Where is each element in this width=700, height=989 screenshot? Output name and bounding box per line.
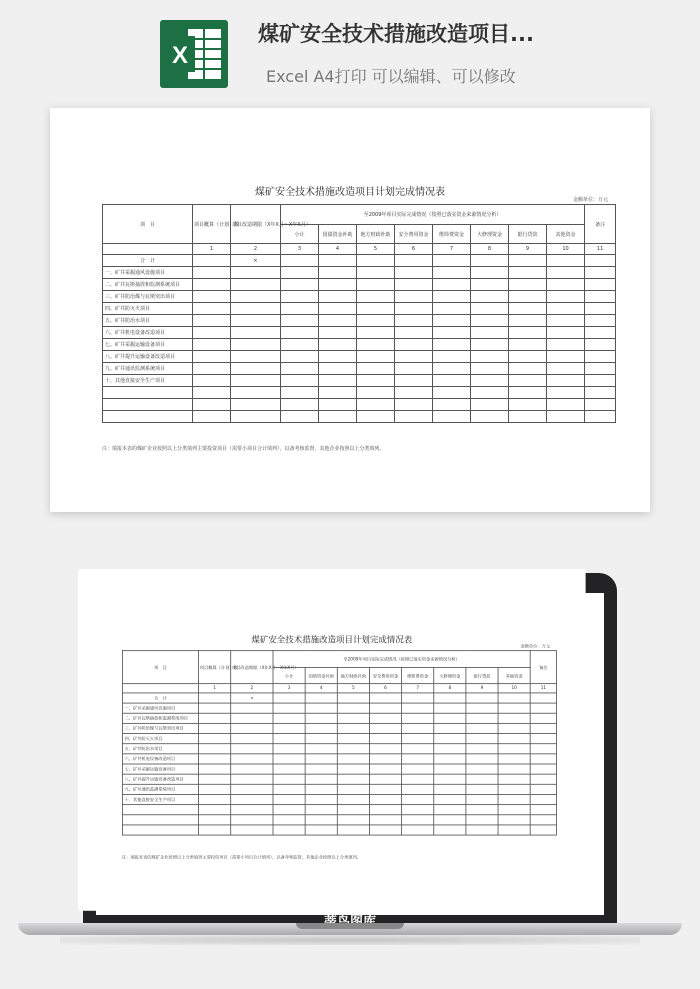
number-cell: 6: [395, 244, 433, 255]
table-row: [103, 291, 616, 303]
plan-table: [122, 650, 557, 835]
number-cell: [122, 684, 198, 693]
number-cell: 9: [466, 684, 498, 693]
number-cell: 4: [305, 684, 337, 693]
header-planned: 项目概算（计划）数: [199, 651, 231, 684]
header-sub: 大修理资金: [471, 225, 509, 244]
number-cell: 4: [319, 244, 357, 255]
header-completion: 至2009年项目实际完成情况（按照已落实资金来源情况分析）: [281, 205, 585, 225]
row-label: 七、矿井采掘运输设备项目: [122, 764, 198, 774]
number-cell: 10: [547, 244, 585, 255]
total-row: [122, 693, 556, 703]
sheet-title: 煤矿安全技术措施改造项目计划完成情况表: [255, 187, 445, 198]
row-label: 四、矿井防灭火项目: [103, 303, 193, 315]
header-item: 项 目: [122, 651, 198, 684]
number-cell: 11: [585, 244, 616, 255]
row-label: 四、矿井防灭火项目: [122, 734, 198, 744]
row-label: 二、矿井瓦斯抽放和监测系统项目: [122, 713, 198, 723]
row-label: 八、矿井提升运输设备改造项目: [103, 351, 193, 363]
header-sub: 小计: [273, 668, 305, 684]
table-cell: [471, 255, 509, 267]
total-mark: ×: [231, 255, 281, 267]
row-label: 六、矿井机电设备改造项目: [103, 327, 193, 339]
table-row: [103, 315, 616, 327]
number-cell: 3: [273, 684, 305, 693]
table-row: [103, 351, 616, 363]
number-cell: 7: [402, 684, 434, 693]
row-label: 一、矿井采掘通风设施项目: [122, 703, 198, 713]
row-label: 六、矿井机电设备改造项目: [122, 754, 198, 764]
number-cell: 8: [434, 684, 466, 693]
number-cell: 1: [193, 244, 231, 255]
row-label: 八、矿井提升运输设备改造项目: [122, 774, 198, 784]
table-row: [103, 387, 616, 399]
table-cell: [434, 693, 466, 703]
table-cell: [305, 693, 337, 703]
header-sub: 安全费用资金: [395, 225, 433, 244]
number-cell: 6: [369, 684, 401, 693]
row-label: 一、矿井采掘通风设施项目: [103, 267, 193, 279]
table-cell: [498, 693, 530, 703]
row-label: 三、矿井防治煤与瓦斯突出项目: [103, 291, 193, 303]
row-label: 九、矿井通讯监测系统项目: [122, 784, 198, 794]
number-cell: 3: [281, 244, 319, 255]
row-label: 五、矿井防治水项目: [103, 315, 193, 327]
total-mark: ×: [231, 693, 273, 703]
table-row: [103, 363, 616, 375]
header-completion: 至2009年项目实际完成情况（按照已落实资金来源情况分析）: [273, 651, 530, 668]
table-row: [103, 399, 616, 411]
laptop-screen: [96, 593, 604, 915]
total-row: [103, 255, 616, 267]
number-cell: 9: [509, 244, 547, 255]
plan-table: [102, 204, 616, 423]
number-cell: 2: [231, 684, 273, 693]
header-item: 项 目: [103, 205, 193, 244]
table-row: [122, 764, 556, 774]
table-row: [122, 703, 556, 713]
header-period: 项目改造期限（X年X月～X年X月）: [231, 651, 273, 684]
header-sub: 小计: [281, 225, 319, 244]
table-cell: [273, 693, 305, 703]
table-row: [122, 784, 556, 794]
row-label: 三、矿井防治煤与瓦斯突出项目: [122, 723, 198, 733]
table-row: [103, 339, 616, 351]
unit-label: 金额单位：万元: [572, 197, 608, 203]
table-cell: [547, 255, 585, 267]
row-label: 五、矿井防治水项目: [122, 744, 198, 754]
svg-text:X: X: [171, 42, 189, 69]
table-cell: [337, 693, 369, 703]
table-row: [122, 815, 556, 825]
table-row: [103, 279, 616, 291]
table-row: [122, 744, 556, 754]
page-header: [0, 0, 700, 100]
table-cell: [199, 693, 231, 703]
table-row: [103, 375, 616, 387]
excel-icon: [160, 20, 228, 88]
number-cell: 7: [433, 244, 471, 255]
table-row: [122, 774, 556, 784]
header-sub: 大修理资金: [434, 668, 466, 684]
page-subtitle: Excel A4打印 可以编辑、可以修改: [266, 67, 516, 86]
number-cell: 11: [530, 684, 556, 693]
laptop-shadow: [60, 935, 640, 945]
header-remarks: 备注: [530, 651, 556, 684]
sheet-title: 煤矿安全技术措施改造项目计划完成情况表: [251, 635, 413, 646]
header-sub: 维简费资金: [402, 668, 434, 684]
table-row: [103, 303, 616, 315]
header-period: 项目改造期限（X年X月～X年X月）: [231, 205, 281, 244]
header-sub: 银行贷款: [509, 225, 547, 244]
table-cell: [530, 693, 556, 703]
table-cell: [509, 255, 547, 267]
row-label: 十、其他直接安全生产项目: [103, 375, 193, 387]
header-sub: 银行贷款: [466, 668, 498, 684]
table-cell: [281, 255, 319, 267]
table-cell: [433, 255, 471, 267]
table-cell: [466, 693, 498, 703]
total-label: 合 计: [103, 255, 193, 267]
number-cell: 5: [337, 684, 369, 693]
table-row: [122, 794, 556, 804]
number-cell: 1: [199, 684, 231, 693]
sheet-note: 注：填报本表的煤矿企业按照以上分类填列主要投资项目（需要小项目合计填列），以备考核监督，其他企业按照以上分类填列。: [121, 854, 362, 861]
header-sub: 安全费用资金: [369, 668, 401, 684]
table-cell: [585, 255, 616, 267]
number-cell: [103, 244, 193, 255]
row-label: 七、矿井采掘运输设备项目: [103, 339, 193, 351]
laptop-mockup: [0, 560, 700, 989]
header-sub: 其他资金: [547, 225, 585, 244]
table-row: [122, 723, 556, 733]
spreadsheet-preview: [50, 108, 650, 512]
header-sub: 国债资金补助: [305, 668, 337, 684]
number-cell: 10: [498, 684, 530, 693]
row-label: 十、其他直接安全生产项目: [122, 794, 198, 804]
number-cell: 5: [357, 244, 395, 255]
table-row: [103, 411, 616, 423]
screen-spreadsheet-preview: [78, 569, 586, 911]
table-row: [122, 805, 556, 815]
table-row: [103, 267, 616, 279]
table-row: [122, 825, 556, 835]
number-cell: 2: [231, 244, 281, 255]
laptop-notch: [296, 923, 404, 929]
header-sub: 其他资金: [498, 668, 530, 684]
unit-label: 金额单位：万元: [520, 644, 551, 650]
header-remarks: 备注: [585, 205, 616, 244]
table-row: [122, 734, 556, 744]
table-cell: [193, 255, 231, 267]
header-planned: 项目概算（计划）数: [193, 205, 231, 244]
row-label: 二、矿井瓦斯抽放和监测系统项目: [103, 279, 193, 291]
table-row: [122, 713, 556, 723]
header-sub: 国债资金补助: [319, 225, 357, 244]
table-row: [103, 327, 616, 339]
total-label: 合 计: [122, 693, 198, 703]
number-cell: 8: [471, 244, 509, 255]
header-sub: 维简费资金: [433, 225, 471, 244]
table-cell: [319, 255, 357, 267]
table-cell: [369, 693, 401, 703]
header-sub: 地方财政补助: [357, 225, 395, 244]
page-title: 煤矿安全技术措施改造项目...: [258, 22, 534, 46]
screen-content: [78, 569, 586, 911]
row-label: 九、矿井通讯监测系统项目: [103, 363, 193, 375]
table-cell: [402, 693, 434, 703]
header-sub: 地方财政补助: [337, 668, 369, 684]
table-row: [122, 754, 556, 764]
sheet-note: 注：填报本表的煤矿企业按照以上分类填列主要投资项目（需要小项目合计填列），以备考核监督，其他企业按照以上分类填列。: [102, 446, 385, 452]
table-cell: [357, 255, 395, 267]
table-cell: [395, 255, 433, 267]
